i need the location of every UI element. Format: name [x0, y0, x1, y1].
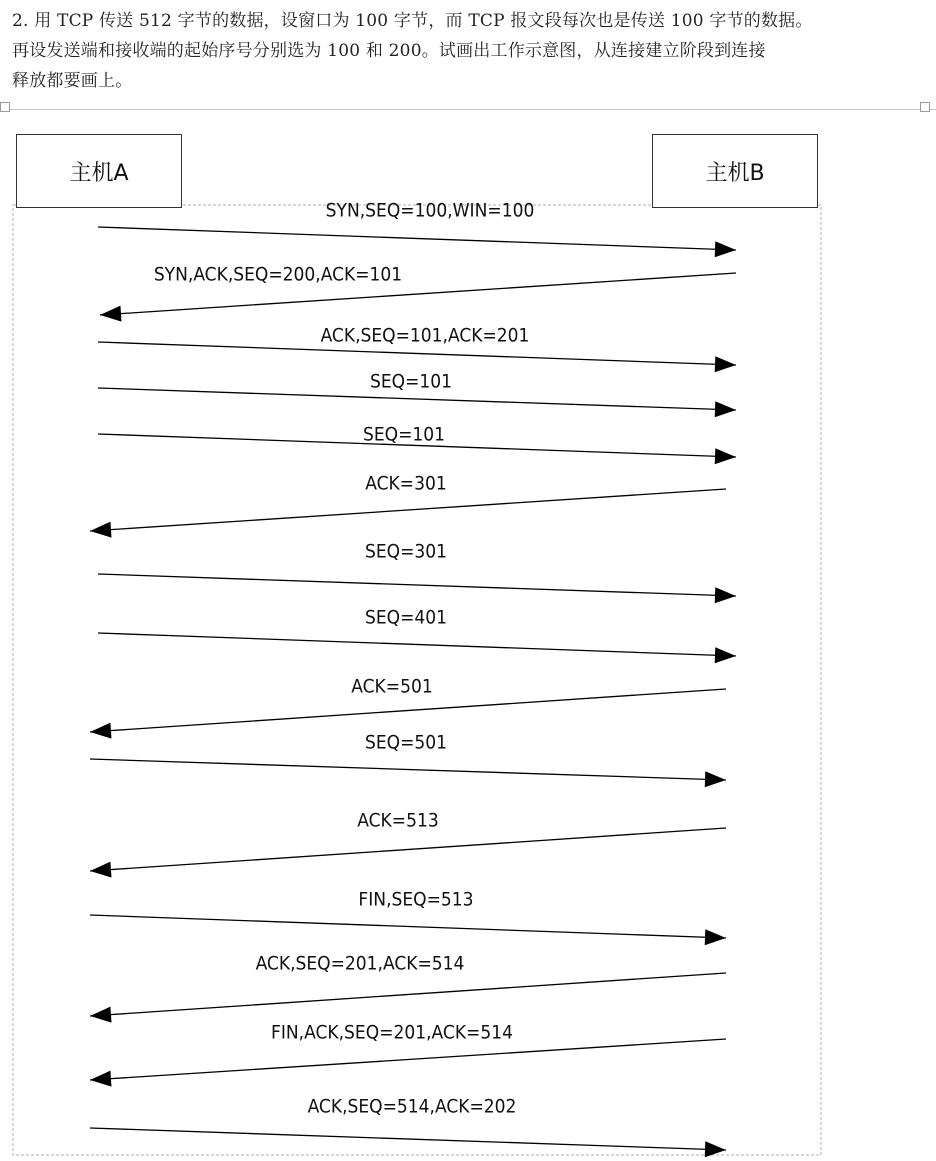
- message-label: SEQ=101: [369, 370, 453, 393]
- message-label: FIN,ACK,SEQ=201,ACK=514: [271, 1021, 513, 1044]
- message-layer: [90, 200, 736, 1158]
- message-arrow-line: [90, 828, 726, 871]
- message-label: ACK=513: [357, 809, 439, 832]
- message-arrowhead: [705, 929, 726, 945]
- message-arrowhead: [90, 1007, 111, 1023]
- message-arrow-line: [90, 1039, 726, 1080]
- message-arrowhead: [90, 522, 111, 538]
- message-arrowhead: [715, 587, 736, 603]
- message-arrowhead: [715, 241, 736, 257]
- message-arrowhead: [100, 306, 121, 322]
- message-arrow-line: [98, 227, 736, 250]
- host-b-box: [652, 134, 818, 208]
- message-label: SEQ=101: [362, 423, 446, 446]
- message-arrowhead: [90, 723, 111, 739]
- host-a-label: 主机A: [69, 160, 129, 186]
- message-arrowhead: [90, 1071, 111, 1087]
- message-arrow-line: [98, 574, 736, 596]
- message-label: ACK=301: [365, 472, 447, 495]
- message-label: SEQ=401: [364, 606, 448, 629]
- message-label: ACK,SEQ=201,ACK=514: [255, 952, 465, 975]
- message-label: ACK=501: [351, 675, 433, 698]
- host-a-box: [16, 134, 182, 208]
- question-line: 2. 用 TCP 传送 512 字节的数据，设窗口为 100 字节，而 TCP 报文段每次也是传送 100 字节的数据。: [12, 11, 813, 31]
- message-arrowhead: [705, 771, 726, 787]
- question-line: 再设发送端和接收端的起始序号分别选为 100 和 200。试画出工作示意图，从连接建立阶段到连接: [12, 41, 766, 61]
- message-arrowhead: [90, 862, 111, 878]
- question-line: 释放都要画上。: [12, 71, 133, 91]
- message-label: SYN,ACK,SEQ=200,ACK=101: [153, 263, 403, 286]
- message-arrow-line: [90, 759, 726, 780]
- message-arrowhead: [715, 356, 736, 372]
- message-arrowhead: [715, 647, 736, 663]
- host-b-label: 主机B: [705, 160, 765, 186]
- message-label: SEQ=501: [364, 731, 448, 754]
- message-arrow-line: [90, 489, 726, 531]
- message-arrow-line: [98, 633, 736, 656]
- message-arrowhead: [715, 448, 736, 464]
- message-arrow-line: [90, 1128, 726, 1150]
- message-arrowhead: [715, 401, 736, 417]
- message-label: SYN,SEQ=100,WIN=100: [325, 199, 535, 222]
- message-arrow-line: [90, 915, 726, 938]
- message-label: FIN,SEQ=513: [358, 888, 474, 911]
- message-label: ACK,SEQ=101,ACK=201: [320, 324, 530, 347]
- message-label: SEQ=301: [364, 540, 448, 563]
- message-arrow-line: [90, 973, 726, 1016]
- message-label: ACK,SEQ=514,ACK=202: [307, 1095, 517, 1118]
